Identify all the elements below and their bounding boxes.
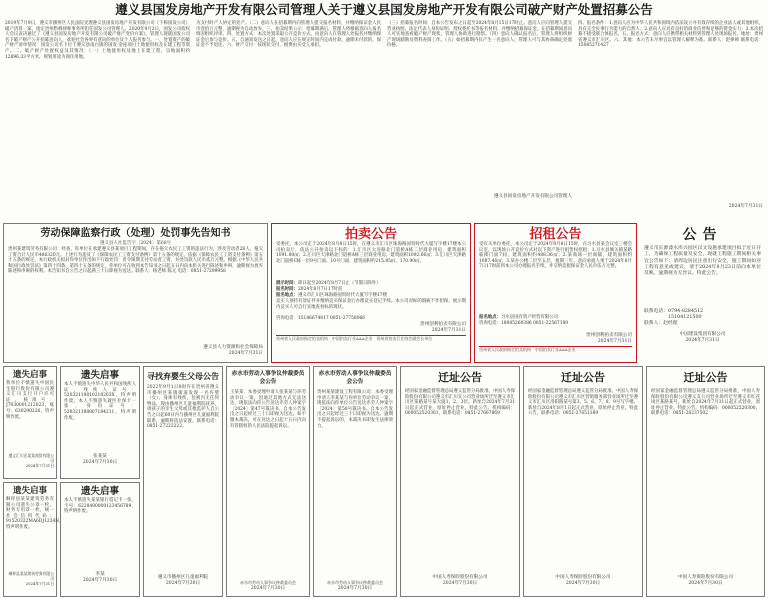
lost-notice-5-signature: 桐梓县某某建筑劳务有限公司 <box>8 571 54 581</box>
lost-notice-1-date: 2024年7月31日 <box>25 463 54 468</box>
labor-notice-body: 贵州某建筑劳务有限公司：经查，你单位在承建遵义县某项目工程期间，存在拖欠农民工工资的违法行为，涉及劳动者28人，拖欠工资合计人民币486320元。上述行为违反了《保障农民工工资支付条例》第十五条的规定。依据《保障农民工工资支付条例》第五十五条的规定，本行政机关拟对你单位作出如下行政处罚：责令限期支付劳动者工资，并处罚款人民币贰万元整。根据《中华人民共和国行政处罚法》第四十四条、第四十五条的规定，你单位可在收到本告知书之日起五日内向本机关进行陈述和申辩，逾期视为放弃陈述和申辩的权利。本告知书自公告之日起满三十日即视为送达。联系人：杨老师 陈元 电话：0851-27299958 <box>8 247 263 275</box>
auction-footer: 贵州省人民政府指定拍卖机构 · 中国拍卖行业AAA企业 · 贵州省拍卖行业协会副会长单位 <box>276 335 466 341</box>
bankruptcy-signature: 遵义县国发房地产开发有限公司管理人 <box>493 194 572 199</box>
construction-contact-2: 15104121500 <box>668 315 702 320</box>
relocation-notice-1-signature: 中国人寿保险股份有限公司 <box>432 575 488 580</box>
auction-notice-note: 竞买人须持有效证件并缴纳竞买保证金后办理竞买登记手续。本公司对标的瑕疵不作担保，展示期内竞买人可自行实地查看标的现状。 <box>276 299 466 310</box>
lease-footer: 贵州省人民政府指定拍卖机构 · 中国拍卖行业AAA企业 <box>479 346 632 352</box>
relocation-notice-2-date: 2024年7月30日 <box>565 581 601 586</box>
labor-notice-subtitle: 遵义县人社监告字〔2024〕第68号 <box>99 241 172 246</box>
abandoned-infant-notice <box>143 366 223 597</box>
relocation-notice-3 <box>646 366 765 597</box>
lost-notice-6 <box>60 482 140 597</box>
lease-contact: 咨询电话：18985260386 0851-22567189 <box>479 321 569 326</box>
abandoned-infant-title: 寻找弃婴生父母公告 <box>147 371 219 381</box>
arbitration-notice-2-signature: 赤水市劳动人事争议仲裁委员会 <box>327 580 383 585</box>
lease-date: 2024年7月31日 <box>597 339 632 344</box>
construction-date: 2024年7月31日 <box>685 338 720 343</box>
labor-notice-date: 2024年7月31日 <box>228 351 263 356</box>
arbitration-notice-1 <box>226 366 310 597</box>
relocation-notice-1-date: 2024年7月30日 <box>442 581 478 586</box>
lost-notice-6-date: 2024年7月30日 <box>82 578 118 583</box>
auction-date: 2024年7月31日 <box>431 328 466 333</box>
abandoned-infant-date: 2024年7月30日 <box>165 581 201 586</box>
arbitration-notice-2 <box>313 366 397 597</box>
relocation-notice-3-title: 迁址公告 <box>683 371 728 384</box>
arbitration-notice-2-body: 贵州某某建设工程有限公司：本委受理申请人李某某与你单位劳动争议一案，现依法向你单位公告送达赤劳人仲案字〔2024〕第50号裁决书。自本公告发出之日起经过三十日即视为送达。逾期不提起诉讼的，本裁决书即发生法律效力。 <box>317 390 393 429</box>
bankruptcy-col-3: （三）招募报名时间：自本公告发布之日起至2024年8月15日17时止。意向人应向管理人提交营业执照、法定代表人身份证明、授权委托书等报名材料，并缴纳招募保证金。在招募期间意向人可实地查看破产财产现状，管理人协助进行勘察。（四）意向人确认报名后，管理人将组织财产现场踏勘及资料查阅工作。（五）如招募期内仅产生一名意向人，管理人可与其协商确定处置价格。 <box>387 21 572 49</box>
relocation-notice-2 <box>523 366 643 597</box>
relocation-notice-1-body: 经国家金融监督管理总局遵义监管分局批准，中国人寿保险股份有限公司遵义市汇川支公司营业场所迁至遵义市汇川区某路某号某大厦1、2、3层。新址自2024年7月31日起正式营业，原址停止营业。特此公告。机构编码：000052520301，联系电话：0851-27667869 <box>405 389 515 417</box>
lost-notice-6-title: 遗失启事 <box>80 486 119 497</box>
relocation-notice-3-signature: 中国人寿保险股份有限公司 <box>677 575 734 580</box>
relocation-notice-1 <box>400 366 520 597</box>
bankruptcy-notice <box>3 2 765 221</box>
relocation-notice-2-signature: 中国人寿保险股份有限公司 <box>555 575 611 580</box>
arbitration-notice-1-title: 赤水市劳动人事争议仲裁委员会公告 <box>231 371 305 385</box>
arbitration-notice-1-body: 王某某：本委受理申请人张某某与你劳动争议一案，因通过其他方式无法送达，现依法向你公告送达赤劳人仲案字〔2024〕第47号裁决书。自本公告发出之日起经过三十日即视为送达。如不服本裁决，可在送达之日起十五日内向有管辖权的人民法院提起诉讼。 <box>230 390 306 429</box>
auction-reg-time: 报名时间：2024年8月7日17时前 <box>276 287 343 292</box>
arbitration-notice-1-signature: 赤水市劳动人事争议仲裁委员会 <box>240 580 296 585</box>
construction-notice-body: 遵义市长源漆水库兴园区汉文设施承建项目拟于近日开工，为确保工程质量及安全，现就工程施工期间相关事宜公告如下：请周边居民注意出行安全，施工期间如对工程有意见或建议，请于2024年8月23日前向本单位反映。逾期视为无异议。特此公告。 <box>644 246 761 277</box>
bankruptcy-col-2: 为支付时产人协定的处产。（二）意向人在招募期内向管理人提交报名材料，并缴纳保证金人民币壹佰万元整，逾期视为自动放弃。三、拍卖结果公示：招募期满后，管理人将根据意向人报名情况组织评审。四、处置方式：本次处置采取公开竞价方式，由意向人在管理人处报名并缴纳保证金后参与竞价。五、自通知发送之日起，意向人应在规定时间内完成付款，逾期未付款的，保证金不予退还。六、财产交付：按现状交付，税费由买受人承担。 <box>196 21 381 49</box>
lost-notice-6-body: 本人不慎遗失某某银行借记卡一张，卡号：6228480000123456789，特声明作废。 <box>64 498 136 515</box>
lost-notice-5 <box>3 482 64 597</box>
lost-notice-1-title: 遗失启事 <box>12 370 47 380</box>
auction-reg-address: 报名地点：遵义市汇川区珠海路国贸时代大厦写字楼17楼 <box>276 293 387 298</box>
relocation-notice-3-date: 2024年7月30日 <box>688 581 723 586</box>
construction-signature: 中国建设集团有限公司 <box>679 332 726 337</box>
construction-notice-title: 公告 <box>682 227 723 243</box>
bankruptcy-date: 2024年7月31日 <box>728 204 763 209</box>
lost-notice-1-signature: 遵义汇川区某某商贸有限公司 <box>8 453 54 463</box>
auction-contact: 咨询电话：15186674817 0851-27758066 <box>276 316 366 321</box>
relocation-notice-2-title: 迁址公告 <box>561 371 605 384</box>
arbitration-notice-2-date: 2024年7月30日 <box>337 586 373 591</box>
bankruptcy-col-1: 2019年7月9日，遵义市播州区人民法院受理遵义县国发房地产开发有限公司（下称国发公司）破产清算一案，指定贵州黔峰律师事务所担任国发公司管理人。2020年9月2日，国发公司债权人会议表决通过了《遵义县国发房地产开发有限公司破产财产变价方案》，管理人现就国发公司名下破产财产公开招募意向人，欢迎社会各界有意向的单位及个人报名参与。一、处置资产的破产财产清单情况：国发公司名下位于遵义县南白镇的国发·金座项目土地使用权及在建工程等资产。二、破产财产处置权益及其情况：（一）土地使用权及地上在建工程，宗地面积约12896.33平方米，规划用途为商住用地。 <box>5 21 190 60</box>
lease-notice <box>474 223 637 363</box>
lost-notice-2-date: 2024年7月30日 <box>82 460 118 465</box>
auction-notice-body: 受委托，本公司定于2024年8月8日15时，在遵义市汇川区珠海路国贸时代大厦写字楼17楼本公司拍卖厅，依法公开拍卖以下标的：1.汇川区大连路北门道桥A栋二层商业用房，建筑面积1091.80㎡；2.汇川区天津路北门道桥A栋三层商业用房，建筑面积1092.66㎡；3.汇川区天津路北门道桥C栋一层9号门面、10号门面，建筑面积约215.85㎡、170.90㎡。 <box>276 242 466 264</box>
lost-notice-5-body: 桐梓县某某建筑劳务有限公司遗失公章一枚、财务专用章一枚，统一社会信用代码：91520322MA6DJ1234N，特声明作废。 <box>6 497 64 530</box>
construction-notice <box>640 223 765 363</box>
lost-notice-2-body: 本人不慎遗失中华人民共和国残疾人证，残疾人证号：52032119810218203X，特声明作废。本人不慎遗失就医社保卡一张，身份证号：520321198807184211，特声明作废。 <box>64 382 136 421</box>
lease-notice-title: 招租公告 <box>529 227 582 242</box>
auction-signature: 贵州创利拍卖有限公司 <box>420 322 466 327</box>
lost-notice-1 <box>3 366 57 479</box>
classified-row <box>3 366 765 597</box>
lease-reg-address: 报名地点：习水县国有资产经营有限公司 <box>479 315 559 320</box>
relocation-notice-3-body: 经国家金融监督管理总局遵义监管分局批准，中国人寿保险股份有限公司遵义支公司营业场所迁至遵义市红花岗区某路某号。新址自2024年7月31日起正式营业，原址停止营业。特此公告。机构编码：000052520300，联系电话：0851-28237502 <box>651 389 760 417</box>
lost-notice-5-date: 2024年7月31日 <box>25 581 54 586</box>
lease-notice-body: 受有关单位委托，本公司定于2024年8月8日15时，在习水县某会议室三楼会议室，以现场公开竞价方式对以下资产进行租赁权招租：1.习水县城关镇某路临街门面7间，建筑面积约488.36㎡；2.某商场一层商铺，建筑面积约1087.46㎡；3.某办公楼二层至五层，租期三年。意向承租人须于2024年8月7日17时前到本公司办理报名手续，并交纳竞租保证金人民币伍万元整。 <box>479 242 632 270</box>
labor-notice-title: 劳动保障监察行政（处理）处罚事先告知书 <box>40 228 231 239</box>
abandoned-infant-signature: 遵义市播州区儿童福利院 <box>157 575 209 580</box>
lost-notice-6-signature: 李某 <box>95 572 105 577</box>
auction-show-time: 展示时间：即日起至2024年8月7日止（节假日除外） <box>276 281 381 286</box>
lost-notice-5-title: 遗失启事 <box>12 486 47 496</box>
labor-inspection-notice <box>3 223 268 363</box>
lost-notice-2-title: 遗失启事 <box>80 370 119 381</box>
lost-notice-1-body: 我单位不慎遗失中国民生银行股份有限公司遵义汇川支行开户许可证，核准号：J7030001212023，账号：630290226，特声明作废。 <box>6 381 54 420</box>
lost-notice-2-signature: 张某某 <box>93 454 107 459</box>
bankruptcy-col-4: 四、报名条件：1.意向人应为中华人民共和国境内依法设立并有效存续的企业法人或其他组织，具有完全民事行为能力的自然人；2.意向人应具有良好的商业信誉和足够的资金实力；3.本次招募不接受联合体报名。五、报名方式：意向人应携带相关材料到管理人处现场报名，地址：贵州省遵义市汇川区。六、其他：本公告未尽事宜以管理人解释为准。联系人：赵律师 联系电话：15085271427 <box>578 21 763 49</box>
labor-notice-signature: 遵义县人力资源和社会保障局 <box>203 345 263 350</box>
bankruptcy-notice-title: 遵义县国发房地产开发有限公司管理人关于遵义县国发房地产开发有限公司破产财产处置招募公告 <box>115 2 653 17</box>
construction-contact: 联系电话：0794-8284512 <box>644 309 704 314</box>
construction-person: 联系人：赵经理 <box>644 321 678 326</box>
auction-notice <box>271 223 471 363</box>
arbitration-notice-2-title: 赤水市劳动人事争议仲裁委员会公告 <box>318 371 392 385</box>
relocation-notice-2-body: 经国家金融监督管理总局遵义监管分局批准，中国人寿保险股份有限公司遵义市汇川区营销服务部营业场所迁至遵义市汇川区洛阳路某号第3、5、6、7、8、9号写字楼。新址自2024年8月1日起正式营业，原址停止营业。特此公告。联系电话：0851-27651189 <box>528 389 638 417</box>
relocation-notice-1-title: 迁址公告 <box>438 371 482 384</box>
lease-signature: 贵州创利拍卖有限公司 <box>586 333 632 338</box>
auction-notice-title: 拍卖公告 <box>344 227 397 242</box>
arbitration-notice-1-date: 2024年7月30日 <box>250 586 286 591</box>
lost-notice-2 <box>60 366 140 479</box>
abandoned-infant-body: 2022年9月1日8时许在贵州省遵义市播州区某镇街道发现一名弃婴（女），身体有残疾，包被内无任何物品，现由播州区儿童福利院抚养。请孩子的亲生父母或其他监护人自公告之日起60日内与播州区儿童福利院联系，逾期将依法安置。联系电话：0851-27222222。 <box>147 385 219 430</box>
